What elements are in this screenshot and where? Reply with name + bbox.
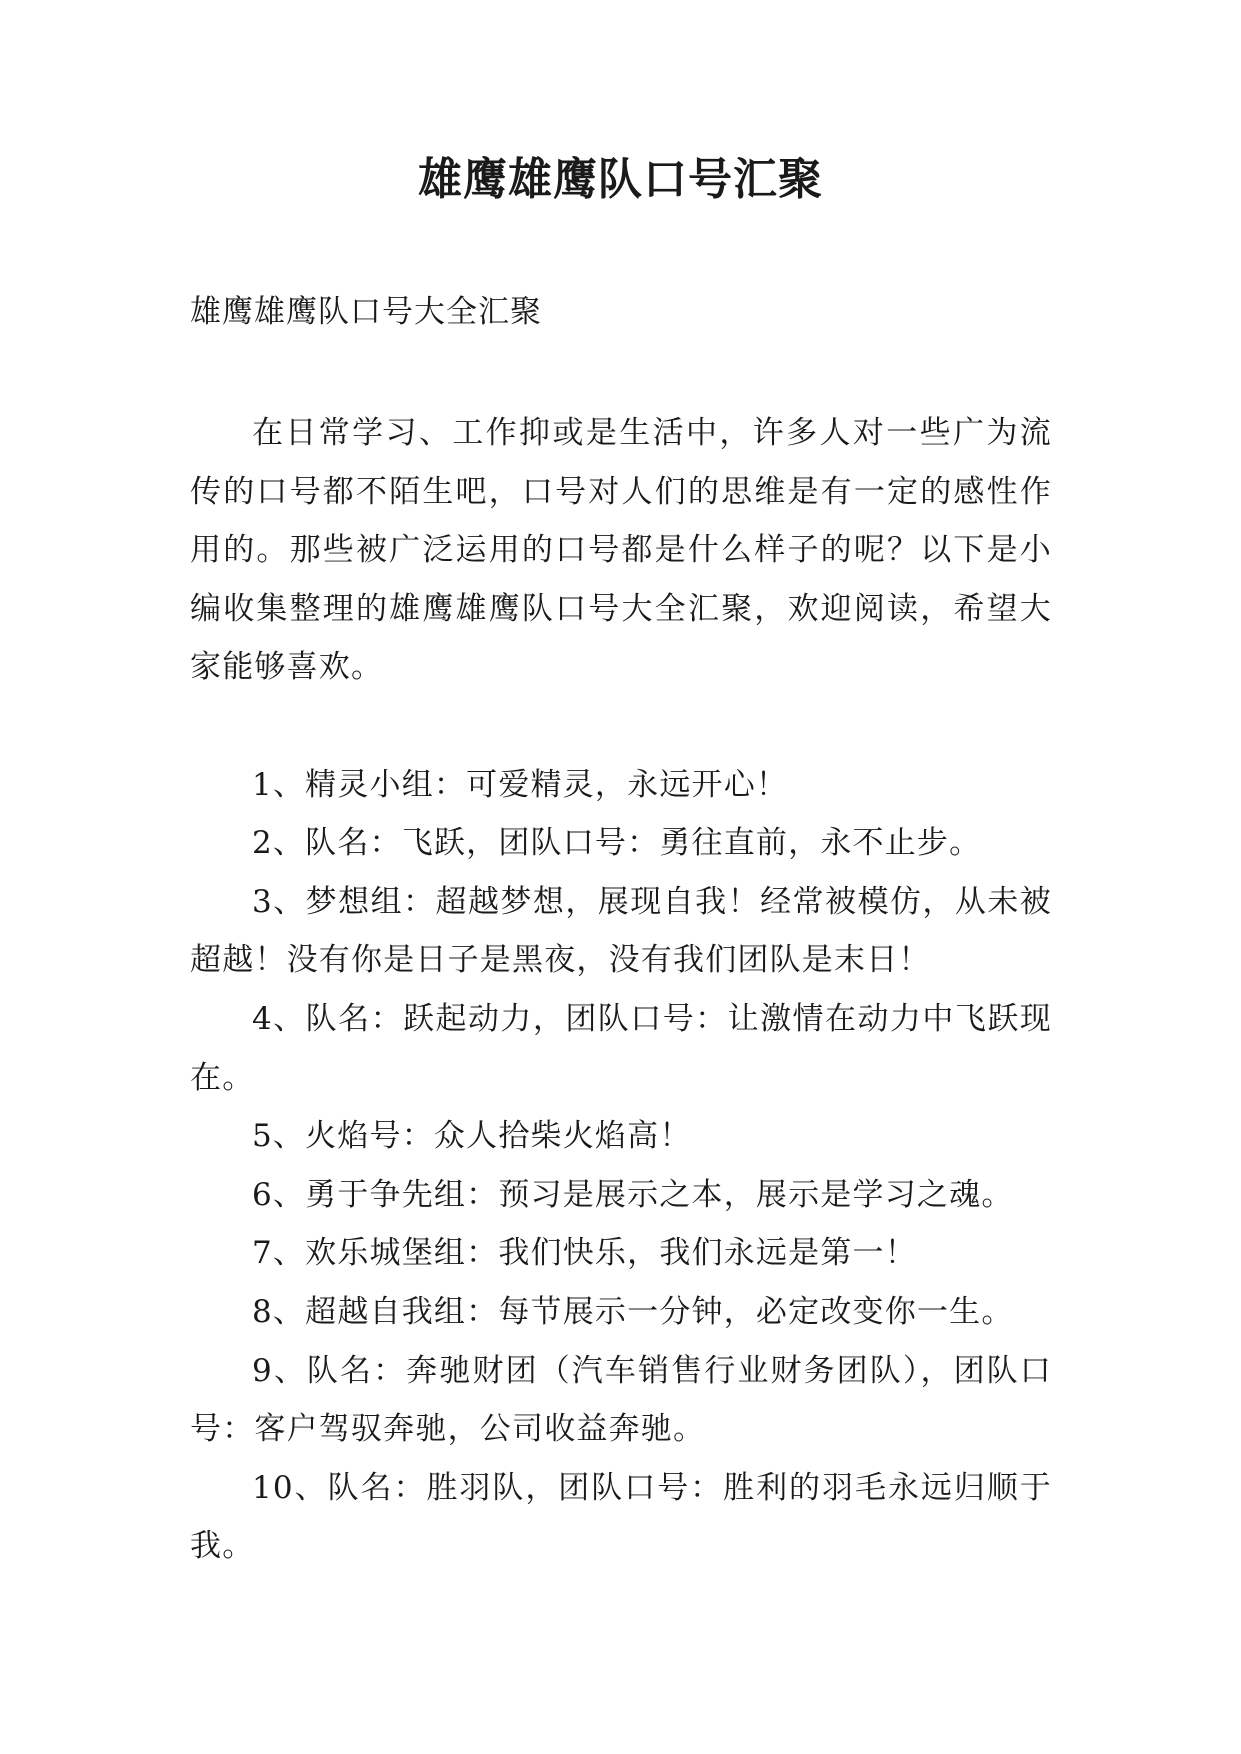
document-body	[190, 404, 1052, 1576]
slogan-item-2: 2、队名：飞跃，团队口号：勇往直前，永不止步。	[252, 825, 982, 862]
intro-paragraph: 在日常学习、工作抑或是生活中，许多人对一些广为流传的口号都不陌生吧，口号对人们的思维是有一定的感性作用的。那些被广泛运用的口号都是什么样子的呢？以下是小编收集整理的雄鹰雄鹰队口号大全汇聚，欢迎阅读，希望大家能够喜欢。	[190, 415, 1052, 686]
slogan-item-4: 4、队名：跃起动力，团队口号：让激情在动力中飞跃现在。	[190, 1000, 1052, 1096]
slogan-item-9: 9、队名：奔驰财团（汽车销售行业财务团队），团队口号：客户驾驭奔驰，公司收益奔驰。	[190, 1352, 1052, 1448]
slogan-item-8: 8、超越自我组：每节展示一分钟，必定改变你一生。	[252, 1293, 1014, 1330]
slogan-item-10: 10、队名：胜羽队，团队口号：胜利的羽毛永远归顺于我。	[190, 1469, 1052, 1565]
slogan-item-1: 1、精灵小组：可爱精灵，永远开心！	[252, 766, 789, 803]
page-title: 雄鹰雄鹰队口号汇聚	[418, 154, 823, 205]
slogan-item-3: 3、梦想组：超越梦想，展现自我！经常被模仿，从未被超越！没有你是日子是黑夜，没有我们团队是末日！	[190, 883, 1052, 979]
document-subtitle: 雄鹰雄鹰队口号大全汇聚	[190, 294, 542, 330]
slogan-item-6: 6、勇于争先组：预习是展示之本，展示是学习之魂。	[252, 1176, 1014, 1213]
slogan-item-5: 5、火焰号：众人拾柴火焰高！	[252, 1118, 692, 1155]
slogan-item-7: 7、欢乐城堡组：我们快乐，我们永远是第一！	[252, 1235, 917, 1272]
